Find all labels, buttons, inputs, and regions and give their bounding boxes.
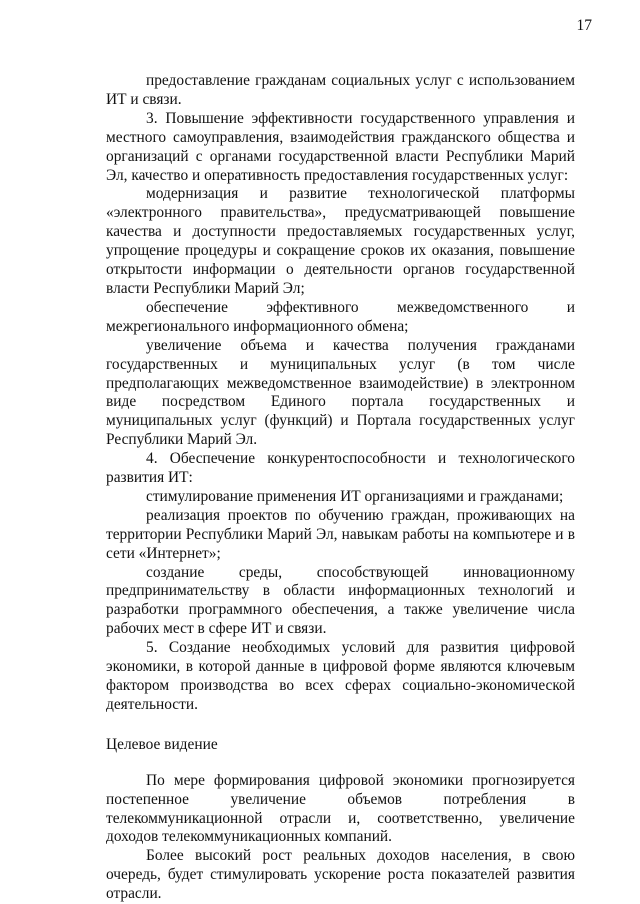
paragraph-item-4: 4. Обеспечение конкурентоспособности и технологического развития ИТ: [106,450,575,487]
paragraph-forecast: По мере формирования цифровой экономики прогнозируется постепенное увеличение объемов потребления в телекоммуникационной отрасли и, соответственно, увеличение доходов телекоммуникационных компаний. [106,771,575,846]
page-number: 17 [576,17,592,34]
paragraph-modernization: модернизация и развитие технологической платформы «электронного правительства», предусматривающей повышение качества и доступности предоставляемых государственных услуг, упрощение процедуры и сокращение сроков их оказания, повышение открытости информации о деятельности органов государственной власти Республики Марий Эл; [106,185,575,297]
paragraph-income-growth: Более высокий рост реальных доходов населения, в свою очередь, будет стимулировать ускорение роста показателей развития отрасли. [106,847,575,903]
document-body [106,72,575,904]
paragraph-item-3: 3. Повышение эффективности государственного управления и местного самоуправления, взаимодействия гражданского общества и организаций с органами государственной власти Республики Марий Эл, качество и оперативность предоставления государственных услуг: [106,109,575,184]
paragraph-stimulating-it: стимулирование применения ИТ организациями и гражданами; [146,487,564,505]
paragraph-training-projects: реализация проектов по обучению граждан, проживающих на территории Республики Марий Эл, навыкам работы на компьютере и в сети «Интернет»; [106,506,575,562]
paragraph-environment: создание среды, способствующей инновационному предпринимательству в области информационных технологий и разработки программного обеспечения, а также увеличение числа рабочих мест в сфере ИТ и связи. [106,563,575,638]
paragraph-electronic-services: увеличение объема и качества получения гражданами государственных и муниципальных услуг (в том числе предполагающих межведомственное взаимодействие) в электронном виде посредством Единого портала государственных и муниципальных услуг (функций) и Портала государственных услуг Республики Марий Эл. [106,336,575,449]
paragraph-item-5: 5. Создание необходимых условий для развития цифровой экономики, в которой данные в цифровой форме являются ключевым фактором производства во всех сферах социально-экономической деятельности. [106,639,575,713]
paragraph-continuation: предоставление гражданам социальных услуг с использованием ИТ и связи. [106,72,575,108]
section-heading: Целевое видение [106,735,218,753]
paragraph-interagency-exchange: обеспечение эффективного межведомственного и межрегионального информационного обмена; [106,298,575,335]
